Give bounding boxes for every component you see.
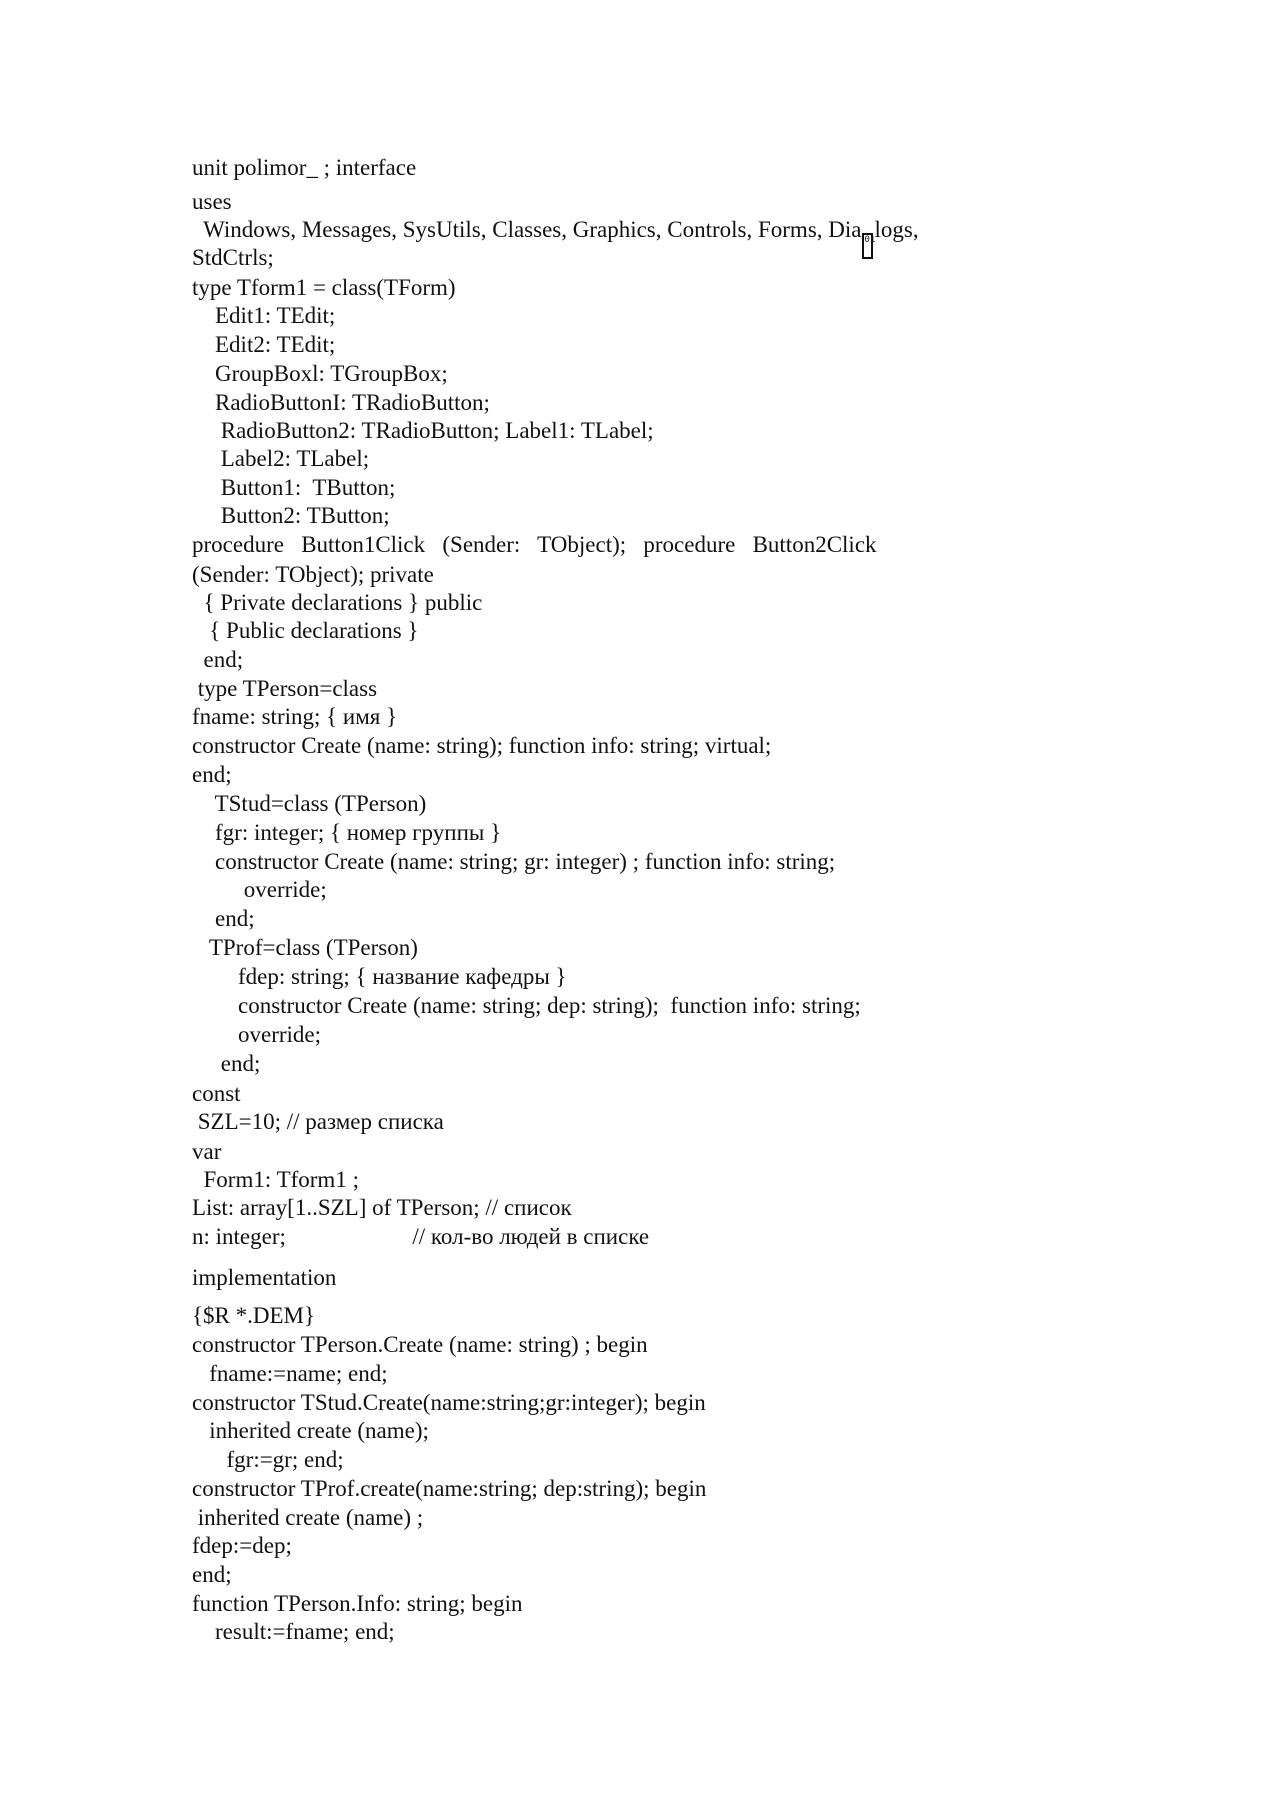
code-line: SZL=10; // размер списка <box>192 1109 444 1134</box>
code-line: Edit2: TEdit; <box>192 332 336 357</box>
code-line: constructor Create (name: string; gr: integer) ; function info: string; <box>192 849 836 874</box>
code-line: implementation <box>192 1265 337 1290</box>
code-line: Button1: TButton; <box>192 475 396 500</box>
code-line: Button2: TButton; <box>192 503 390 528</box>
code-line: end; <box>192 1562 232 1587</box>
code-line: GroupBoxl: TGroupBox; <box>192 361 448 386</box>
code-line: {$R *.DEM} <box>192 1303 316 1328</box>
code-line: end; <box>192 762 232 787</box>
code-line: fdep: string; { название кафедры } <box>192 964 567 989</box>
code-line: constructor TStud.Create(name:string;gr:integer); begin <box>192 1390 706 1415</box>
code-line: Form1: Tform1 ; <box>192 1167 359 1192</box>
code-line: function TPerson.Info: string; begin <box>192 1591 523 1616</box>
code-line: unit polimor_ ; interface <box>192 155 417 180</box>
code-line: constructor TPerson.Create (name: string) ; begin <box>192 1332 648 1357</box>
code-line-segment: logs, <box>874 217 919 242</box>
code-line: n: integer; // кол-во людей в списке <box>192 1224 650 1249</box>
code-line: fname:=name; end; <box>192 1361 388 1386</box>
code-line: end; <box>192 647 244 672</box>
code-line: Label2: TLabel; <box>192 446 370 471</box>
code-line: uses <box>192 189 232 214</box>
code-line: type TPerson=class <box>192 676 378 701</box>
code-line: Edit1: TEdit; <box>192 303 336 328</box>
code-line: RadioButtonI: TRadioButton; <box>192 390 490 415</box>
code-line: TProf=class (TPerson) <box>192 935 418 960</box>
code-line: { Private declarations } public <box>192 590 483 615</box>
code-line: StdCtrls; <box>192 245 274 270</box>
code-line: end; <box>192 906 255 931</box>
code-line: fgr:=gr; end; <box>192 1447 344 1472</box>
code-line: RadioButton2: TRadioButton; Label1: TLabel; <box>192 418 654 443</box>
code-line: type Tform1 = class(TForm) <box>192 275 456 300</box>
code-line: constructor Create (name: string); function info: string; virtual; <box>192 733 772 758</box>
code-line: fdep:=dep; <box>192 1533 292 1558</box>
code-line: override; <box>192 1022 322 1047</box>
code-line: fgr: integer; { номер группы } <box>192 820 502 845</box>
code-line: fname: string; { имя } <box>192 704 398 729</box>
missing-glyph-code: 01 <box>864 235 876 245</box>
code-line: constructor Create (name: string; dep: string); function info: string; <box>192 993 861 1018</box>
code-line: TStud=class (TPerson) <box>192 791 427 816</box>
code-line: end; <box>192 1051 261 1076</box>
code-line: const <box>192 1081 241 1106</box>
code-line: constructor TProf.create(name:string; dep:string); begin <box>192 1476 707 1501</box>
code-line: result:=fname; end; <box>192 1619 395 1644</box>
code-line: override; <box>192 877 327 902</box>
code-line: inherited create (name); <box>192 1418 429 1443</box>
code-line: (Sender: TObject); private <box>192 562 434 587</box>
code-line: var <box>192 1139 222 1164</box>
code-line-segment: Windows, Messages, SysUtils, Classes, Graphics, Controls, Forms, Dia <box>192 217 862 242</box>
missing-glyph-icon <box>862 233 876 259</box>
code-line: { Public declarations } <box>192 618 419 643</box>
code-line: procedure Button1Click (Sender: TObject); procedure Button2Click <box>192 532 877 557</box>
code-line-with-glyph <box>192 216 919 259</box>
code-line: List: array[1..SZL] of TPerson; // список <box>192 1195 572 1220</box>
code-line: inherited create (name) ; <box>192 1505 424 1530</box>
